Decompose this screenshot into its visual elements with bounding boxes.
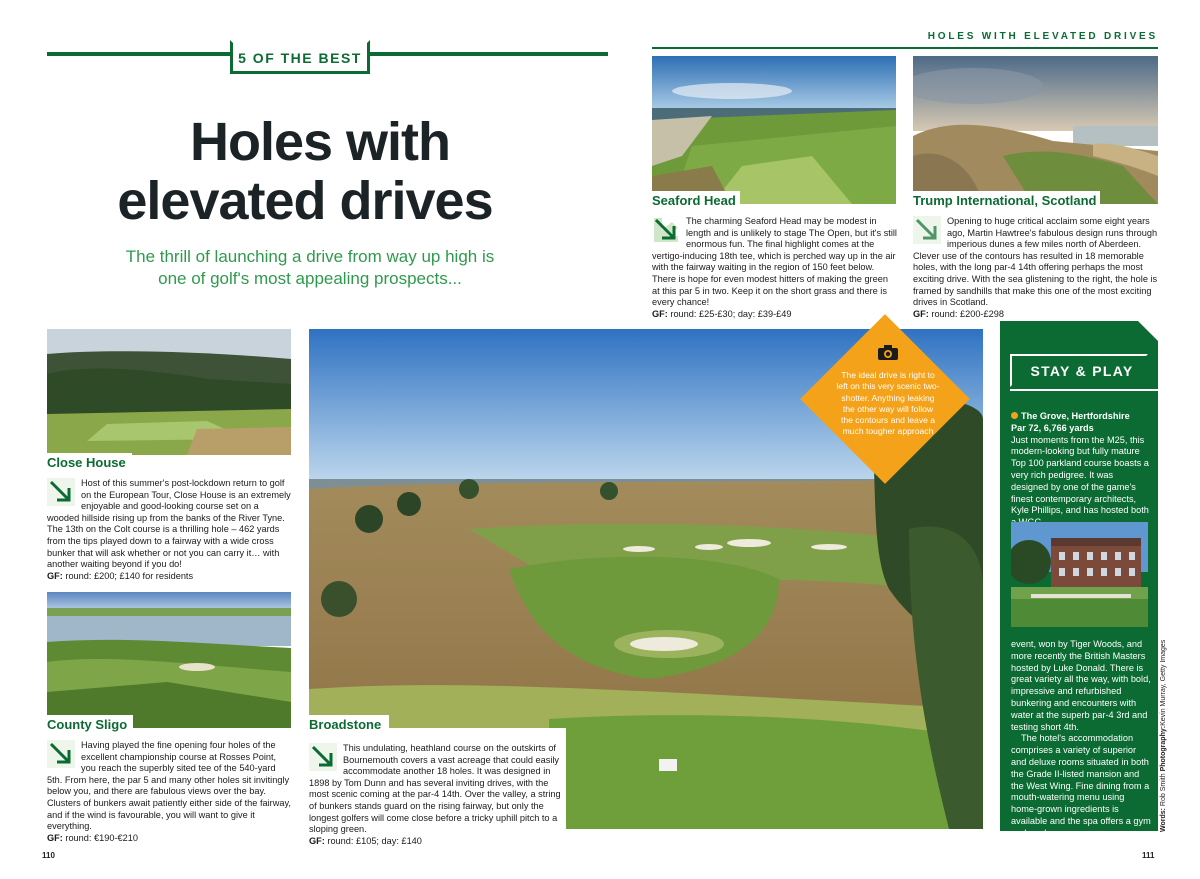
seaford-head-photo [652,56,896,204]
county-sligo-photo [47,592,291,728]
standfirst-line1: The thrill of launching a drive from way up high is [125,247,495,266]
close-house-gf-value: round: £200; £140 for residents [65,570,194,581]
venue-line [1011,411,1151,423]
arrow-down-right-icon [47,740,75,768]
seaford-head-body [652,216,897,320]
stay-play-text-3: The hotel's accommodation comprises a variety of superior and deluxe rooms situated in both the Grade II-listed mansion and the West Wing. Fine dining from a mouth-watering menu using home-grown ingredients is available and the spa offers a gym and pool. [1011,733,1151,838]
broadstone-body [309,743,563,847]
camera-icon [878,345,898,360]
section-tag: 5 OF THE BEST [238,50,362,66]
county-sligo-gf-label: GF: [47,832,63,843]
broadstone-gf-value: round: £105; day: £140 [327,835,422,846]
page-title-line1: Holes with [189,112,451,172]
arrow-down-right-icon [652,216,680,244]
trump-international-name: Trump International, Scotland [913,191,1100,209]
running-head: HOLES WITH ELEVATED DRIVES [927,31,1158,42]
trump-international-photo [913,56,1158,204]
credits-photo-label: Photography: [1160,725,1167,772]
seaford-head-gf-label: GF: [652,308,668,319]
close-house-photo [47,329,291,455]
page-number-right: 111 [1142,851,1155,860]
credits-photo: Kevin Murray, Getty Images [1160,639,1167,726]
stay-play-top [1011,411,1151,529]
bullet-icon [1011,412,1018,419]
broadstone-name: Broadstone [309,715,389,733]
broadstone-gf-label: GF: [309,835,325,846]
county-sligo-text: Having played the fine opening four holes of the excellent championship course at Rosses Point, you reach the superbly sited tee of the 540-yard 5th. From here, the par 5 and many other holes sit invitingly below you, and there are fabulous views over the bay. Clusters of bunkers await patiently either side of the fairway, and if the wind is favourable, you will want to give it everything. [47,740,291,832]
trump-international-text: Opening to huge critical acclaim some eight years ago, Martin Hawtree's fabulous design runs through imperious dunes a few miles north of Aberdeen. Clever use of the contours has resulted in 18 memorable holes, with the long par-4 14th offering perhaps the most exciting drive. With the sea glistening to the right, the hole is framed by sandhills that make this one of the most exciting drives in Scotland. [913,216,1158,308]
page-title-line2: elevated drives [117,171,493,231]
broadstone-text: This undulating, heathland course on the outskirts of Bournemouth covers a vast acreage that could easily accommodate another 18 holes. It was designed in 1898 by Tom Dunn and has several inviting drives, with the most scenic coming at the par-4 14th. Over the valley, a string of bunkers stands guard on the rising fairway, but only the longest golfers will come close before a tricky uphill pitch to a sloping green. [309,743,561,835]
seaford-head-name: Seaford Head [652,191,740,209]
county-sligo-body [47,740,292,844]
credits [1160,632,1167,832]
stay-play-label: STAY & PLAY [1030,363,1134,379]
county-sligo-gf-value: round: €190-€210 [65,832,138,843]
stay-play-text-2: event, won by Tiger Woods, and more recently the British Masters hosted by Luke Donald. There is great variety all the way, with bold, impressive and refurbished bunkering and encounters with water at the superb par-4 3rd and testing short 4th. [1011,639,1151,732]
credits-words-label: Words: [1160,808,1167,832]
the-grove-photo [1011,522,1148,627]
running-head-rule [652,47,1158,49]
trump-international-gf-label: GF: [913,308,929,319]
close-house-text: Host of this summer's post-lockdown return to golf on the European Tour, Close House is an extremely enjoyable and good-looking course set on a wooded hillside rising up from the banks of the River Tyne. The 13th on the Colt course is a thrilling hole – 462 yards from the tips played down to a fairway with a wide cross bunker that will ask whether or not you can carry it… with another waiting beyond if you do! [47,478,291,570]
standfirst-line2: one of golf's most appealing prospects... [158,269,462,288]
arrow-down-right-icon [309,743,337,771]
trump-international-body [913,216,1158,320]
close-house-gf-label: GF: [47,570,63,581]
section-tag-rule-right [368,52,608,56]
arrow-down-right-icon [47,478,75,506]
section-tag-rule-left [47,52,230,56]
trump-international-gf-value: round: £200-£298 [931,308,1004,319]
stay-play-rule [1010,389,1158,391]
county-sligo-name: County Sligo [47,715,133,733]
arrow-down-right-icon [913,216,941,244]
photo-caption: The ideal drive is right to left on this very scenic two-shotter. Anything leaking the other way will follow the contours and leave a much tougher approach [836,370,940,437]
seaford-head-text: The charming Seaford Head may be modest in length and is unlikely to stage The Open, but it's still enormous fun. The final highlight comes at the vertigo-inducing 18th tee, which is perched way up in the air with the fairway waiting in the region of 150 feet below. There is hope for even modest hitters of making the green at this par 5 in two. Keep it on the short grass and there is every chance! [652,216,897,308]
seaford-head-gf-value: round: £25-£30; day: £39-£49 [670,308,792,319]
close-house-name: Close House [47,453,132,471]
page-number-left: 110 [42,851,55,860]
venue-par-yards: Par 72, 6,766 yards [1011,422,1094,433]
venue-name: The Grove, Hertfordshire [1021,411,1130,421]
credits-words: Rob Smith [1160,773,1167,807]
close-house-body [47,478,292,582]
stay-play-text-1: Just moments from the M25, this modern-looking but fully mature Top 100 parkland course boasts a very rich pedigree. It was designed by one of the game's finest contemporary architects, Kyle Phillips, and has hosted both [1011,434,1149,516]
stay-play-bottom [1011,639,1151,840]
